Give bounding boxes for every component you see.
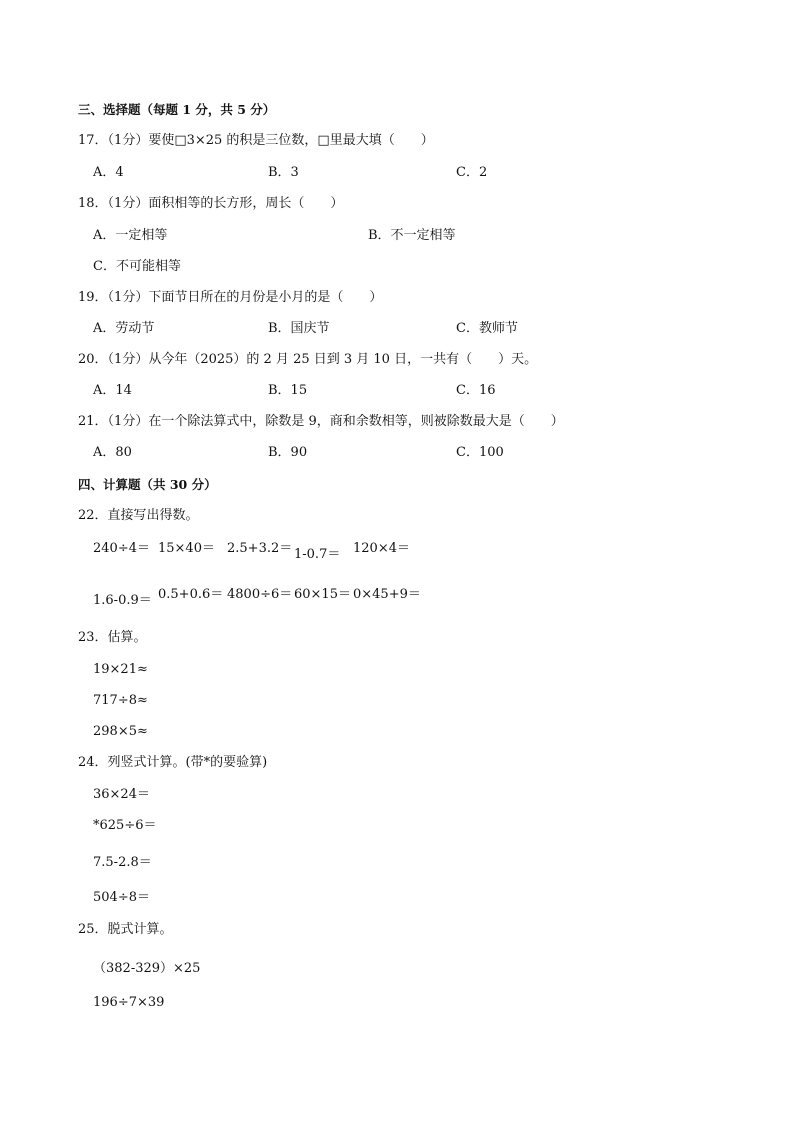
question-22-stem: 22．直接写出得数。: [78, 508, 199, 523]
question-19-stem: 19．（1分）下面节日所在的月份是小月的是（ ）: [78, 290, 383, 305]
question-19-option-b: B．国庆节: [268, 321, 330, 336]
oral-calc-item: 60×15＝: [294, 587, 351, 602]
question-20-option-c: C．16: [456, 383, 496, 398]
question-23-stem: 23．估算。: [78, 630, 147, 645]
oral-calc-item: 4800÷6＝: [227, 587, 293, 602]
question-19-option-a: A．劳动节: [93, 321, 155, 336]
question-24-stem: 24．列竖式计算。(带*的要验算): [78, 755, 268, 770]
stepwise-calc-item: （382-329）×25: [93, 961, 201, 976]
section-title-calculation: 四、计算题（共 30 分）: [78, 477, 217, 492]
question-18-option-a: A．一定相等: [93, 228, 168, 243]
question-17-option-a: A．4: [93, 165, 124, 180]
question-20-option-a: A．14: [93, 383, 132, 398]
oral-calc-item: 240÷4＝: [93, 541, 150, 556]
vertical-calc-item: *625÷6＝: [93, 818, 157, 833]
question-17-stem: 17．（1分）要使□3×25 的积是三位数，□里最大填（ ）: [78, 133, 434, 148]
question-21-option-a: A．80: [93, 445, 132, 460]
vertical-calc-item: 7.5-2.8＝: [93, 855, 152, 870]
oral-calc-item: 2.5+3.2＝: [227, 541, 293, 556]
question-20-stem: 20．（1分）从今年（2025）的 2 月 25 日到 3 月 10 日，一共有（ ）天。: [78, 352, 538, 367]
question-17-option-c: C．2: [456, 165, 488, 180]
vertical-calc-item: 36×24＝: [93, 787, 150, 802]
estimate-item: 717÷8≈: [93, 693, 148, 708]
stepwise-calc-item: 196÷7×39: [93, 995, 165, 1010]
oral-calc-item: 1.6-0.9＝: [93, 593, 152, 608]
question-17-option-b: B．3: [268, 165, 299, 180]
oral-calc-item: 1-0.7＝: [294, 547, 341, 562]
estimate-item: 19×21≈: [93, 662, 148, 677]
question-25-stem: 25．脱式计算。: [78, 922, 173, 937]
section-title-choice: 三、选择题（每题 1 分，共 5 分）: [78, 102, 276, 117]
question-20-option-b: B．15: [268, 383, 308, 398]
question-21-option-b: B．90: [268, 445, 308, 460]
oral-calc-item: 120×4＝: [353, 541, 410, 556]
question-21-option-c: C．100: [456, 445, 504, 460]
question-18-option-c: C．不可能相等: [93, 259, 181, 274]
vertical-calc-item: 504÷8＝: [93, 890, 150, 905]
oral-calc-item: 0.5+0.6＝: [158, 587, 224, 602]
question-18-option-b: B．不一定相等: [368, 228, 456, 243]
estimate-item: 298×5≈: [93, 724, 148, 739]
question-19-option-c: C．教师节: [456, 321, 518, 336]
question-18-stem: 18．（1分）面积相等的长方形，周长（ ）: [78, 196, 344, 211]
question-21-stem: 21．（1分）在一个除法算式中，除数是 9，商和余数相等，则被除数最大是（ ）: [78, 414, 564, 429]
oral-calc-item: 0×45+9＝: [353, 587, 421, 602]
oral-calc-item: 15×40＝: [158, 541, 215, 556]
